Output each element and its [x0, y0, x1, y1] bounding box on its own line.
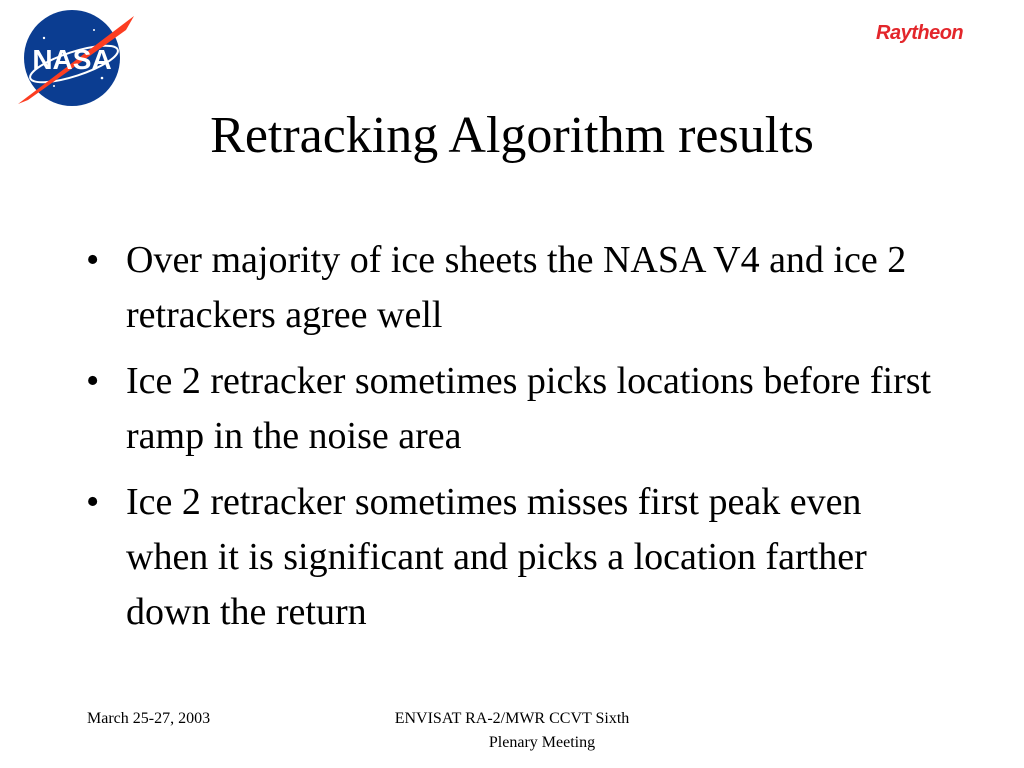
- bullet-icon: •: [86, 360, 100, 402]
- bullet-icon: •: [86, 239, 100, 281]
- slide-title: Retracking Algorithm results: [210, 107, 814, 164]
- nasa-logo: [14, 8, 138, 108]
- bullet-item: [86, 354, 946, 464]
- raytheon-logo: Raytheon: [876, 22, 964, 44]
- bullet-icon: •: [86, 481, 100, 523]
- bullet-text: Ice 2 retracker sometimes misses first peak even when it is significant and picks a location farther down the return: [126, 481, 867, 633]
- footer-meeting-line2: Plenary Meeting: [488, 734, 596, 751]
- footer-date: March 25-27, 2003: [87, 710, 211, 727]
- footer-meeting: [362, 707, 662, 755]
- footer-meeting-line1: ENVISAT RA-2/MWR CCVT Sixth: [394, 710, 630, 727]
- nasa-logo-text: NASA: [32, 44, 112, 75]
- bullet-list: [86, 233, 946, 651]
- bullet-item: [86, 233, 946, 343]
- bullet-text: Over majority of ice sheets the NASA V4 and ice 2 retrackers agree well: [126, 239, 907, 336]
- bullet-text: Ice 2 retracker sometimes picks locations before first ramp in the noise area: [126, 360, 932, 457]
- bullet-item: [86, 475, 946, 640]
